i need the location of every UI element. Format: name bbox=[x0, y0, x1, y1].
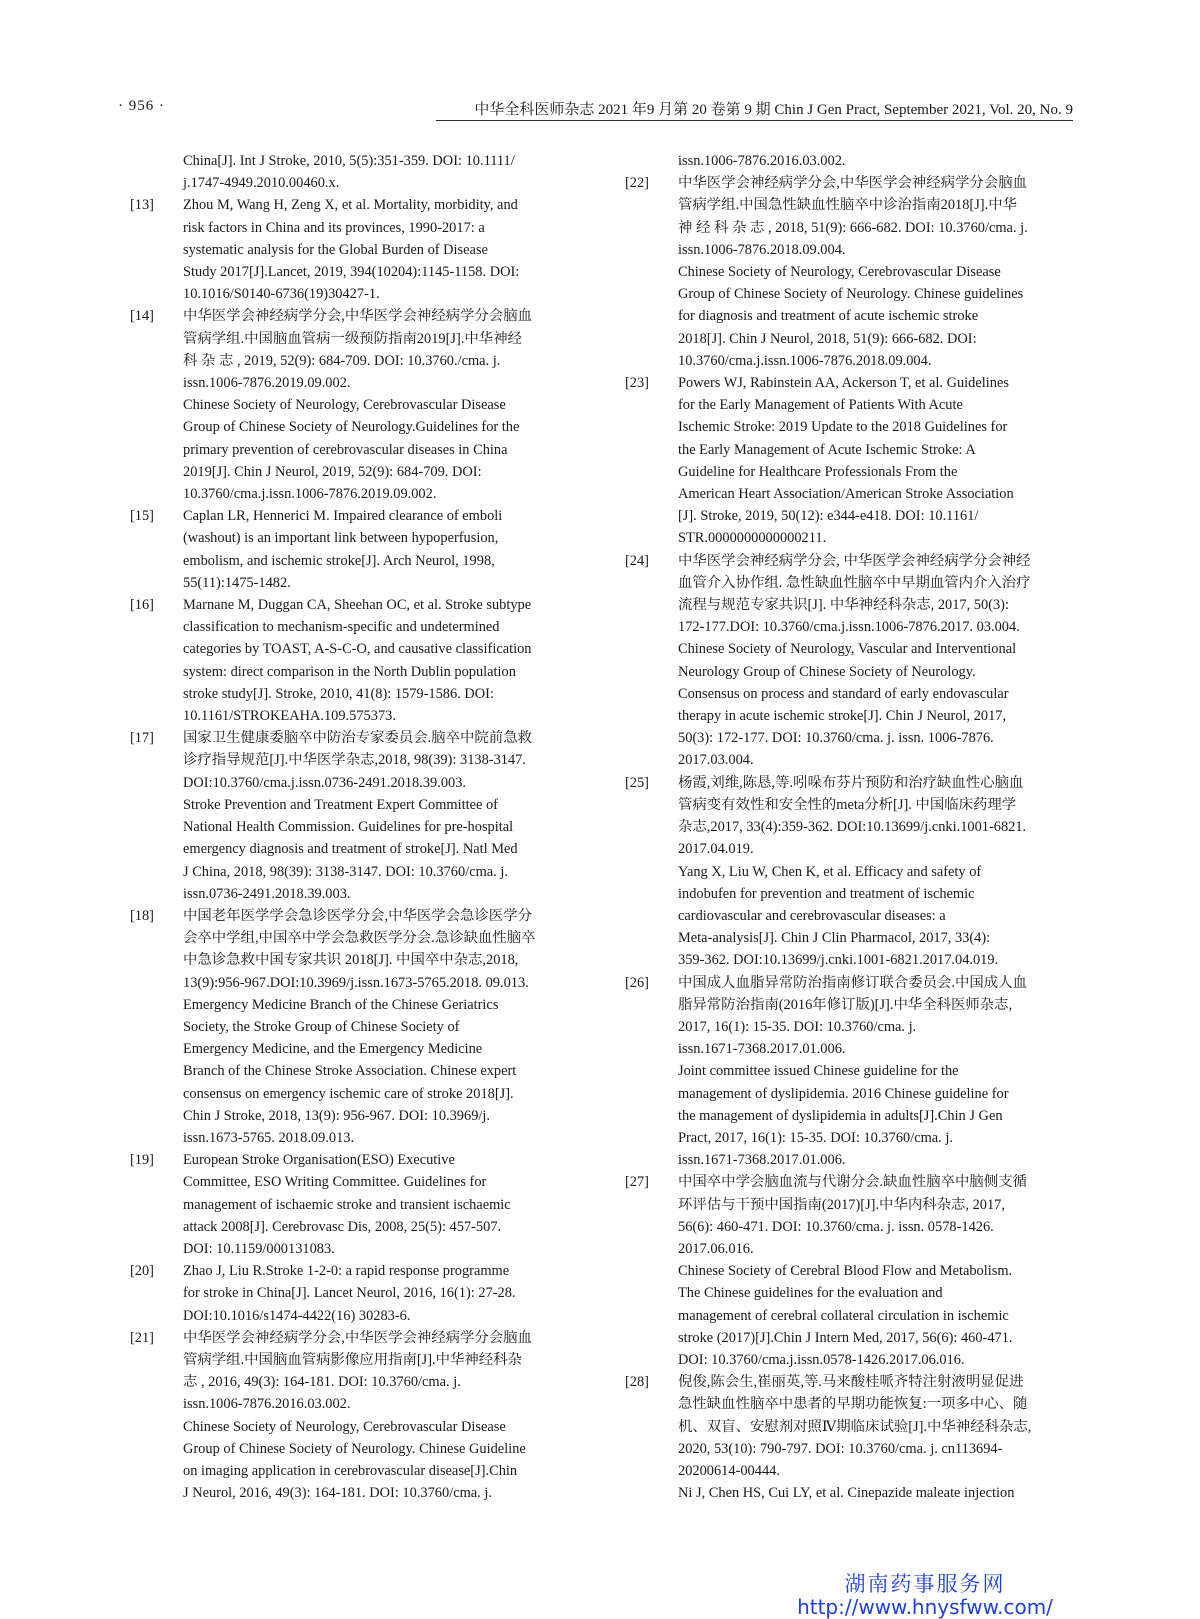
reference-text-line: Chinese Society of Cerebral Blood Flow and Metabolism. bbox=[678, 1263, 1013, 1280]
reference-entry bbox=[130, 505, 575, 594]
reference-number: [28] bbox=[625, 1374, 649, 1391]
reference-text-line: 志 , 2016, 49(3): 164-181. DOI: 10.3760/cma. j. bbox=[183, 1374, 461, 1391]
reference-entry bbox=[130, 1149, 575, 1260]
reference-text-line: attack 2008[J]. Cerebrovasc Dis, 2008, 25(5): 457-507. bbox=[183, 1218, 502, 1235]
reference-text-line: Society, the Stroke Group of Chinese Society of bbox=[183, 1018, 460, 1035]
reference-text-line: (washout) is an important link between hypoperfusion, bbox=[183, 530, 499, 547]
reference-text-line: Chinese Society of Neurology, Vascular and Interventional bbox=[678, 641, 1017, 658]
reference-entry bbox=[130, 594, 575, 727]
reference-text-line: 脂异常防治指南(2016年修订版)[J].中华全科医师杂志, bbox=[678, 996, 1013, 1013]
reference-text-line: Neurology Group of Chinese Society of Neurology. bbox=[678, 663, 976, 680]
reference-text-line: Chinese Society of Neurology, Cerebrovascular Disease bbox=[183, 397, 506, 414]
reference-text-line: issn.1006-7876.2018.09.004. bbox=[678, 241, 846, 258]
reference-text-line: consensus on emergency ischemic care of stroke 2018[J]. bbox=[183, 1085, 514, 1102]
reference-text-line: 中急诊急救中国专家共识 2018[J]. 中国卒中杂志,2018, bbox=[183, 952, 519, 969]
reference-text-line: [J]. Stroke, 2019, 50(12): e344-e418. DOI: 10.1161/ bbox=[678, 508, 979, 525]
reference-text-line: issn.1673-5765. 2018.09.013. bbox=[183, 1129, 355, 1146]
reference-text-line: 机、双盲、安慰剂对照Ⅳ期临床试验[J].中华神经科杂志, bbox=[678, 1418, 1032, 1435]
journal-citation: 中华全科医师杂志 2021 年9 月第 20 卷第 9 期 Chin J Gen Pract, September 2021, Vol. 20, No. 9 bbox=[474, 102, 1073, 118]
reference-entry bbox=[625, 1371, 1073, 1504]
reference-number: [21] bbox=[130, 1329, 154, 1346]
reference-number: [14] bbox=[130, 308, 154, 325]
reference-text-line: 流程与规范专家共识[J]. 中华神经科杂志, 2017, 50(3): bbox=[678, 597, 1009, 614]
reference-number: [19] bbox=[130, 1152, 154, 1169]
reference-text-line: cardiovascular and cerebrovascular diseases: a bbox=[678, 907, 946, 924]
reference-text-line: 2017, 16(1): 15-35. DOI: 10.3760/cma. j. bbox=[678, 1018, 917, 1035]
reference-text-line: National Health Commission. Guidelines for pre-hospital bbox=[183, 819, 514, 836]
reference-text-line: Chin J Stroke, 2018, 13(9): 956-967. DOI: 10.3969/j. bbox=[183, 1107, 490, 1124]
reference-text-line: system: direct comparison in the North Dublin population bbox=[183, 663, 516, 680]
reference-text-line: issn.1671-7368.2017.01.006. bbox=[678, 1152, 846, 1169]
reference-entry bbox=[130, 1260, 575, 1327]
reference-text-line: j.1747-4949.2010.00460.x. bbox=[183, 175, 340, 192]
reference-text-line: 管病学组.中国急性缺血性脑卒中诊治指南2018[J].中华 bbox=[678, 197, 1017, 214]
reference-text-line: Joint committee issued Chinese guideline for the bbox=[678, 1063, 959, 1080]
reference-entry bbox=[625, 972, 1073, 1172]
reference-text-line: 血管介入协作组. 急性缺血性脑卒中早期血管内介入治疗 bbox=[678, 574, 1031, 591]
reference-text-line: The Chinese guidelines for the evaluation and bbox=[678, 1285, 943, 1302]
reference-entry bbox=[625, 150, 1073, 172]
reference-text-line: 10.1016/S0140-6736(19)30427-1. bbox=[183, 286, 380, 303]
reference-text-line: 管病学组.中国脑血管病影像应用指南[J].中华神经科杂 bbox=[183, 1351, 522, 1368]
reference-text-line: the management of dyslipidemia in adults[J].Chin J Gen bbox=[678, 1107, 1003, 1124]
reference-text-line: 中国成人血脂异常防治指南修订联合委员会.中国成人血 bbox=[678, 974, 1027, 991]
reference-text-line: Group of Chinese Society of Neurology.Guidelines for the bbox=[183, 419, 520, 436]
reference-text-line: Caplan LR, Hennerici M. Impaired clearance of emboli bbox=[183, 508, 503, 525]
reference-text-line: 56(6): 460-471. DOI: 10.3760/cma. j. issn. 0578-1426. bbox=[678, 1218, 994, 1235]
reference-text-line: Stroke Prevention and Treatment Expert Committee of bbox=[183, 796, 498, 813]
reference-text-line: stroke study[J]. Stroke, 2010, 41(8): 1579-1586. DOI: bbox=[183, 685, 494, 702]
reference-text-line: 50(3): 172-177. DOI: 10.3760/cma. j. issn. 1006-7876. bbox=[678, 730, 994, 747]
reference-text-line: 环评估与干预中国指南(2017)[J].中华内科杂志, 2017, bbox=[678, 1196, 1005, 1213]
reference-text-line: Zhou M, Wang H, Zeng X, et al. Mortality, morbidity, and bbox=[183, 197, 518, 214]
reference-text-line: 2017.06.016. bbox=[678, 1240, 754, 1257]
reference-text-line: J China, 2018, 98(39): 3138-3147. DOI: 10.3760/cma. j. bbox=[183, 863, 508, 880]
reference-entry bbox=[625, 1171, 1073, 1371]
reference-text-line: Powers WJ, Rabinstein AA, Ackerson T, et al. Guidelines bbox=[678, 375, 1009, 392]
reference-text-line: therapy in acute ischemic stroke[J]. Chin J Neurol, 2017, bbox=[678, 708, 1007, 725]
reference-text-line: China[J]. Int J Stroke, 2010, 5(5):351-359. DOI: 10.1111/ bbox=[183, 153, 515, 169]
reference-text-line: for stroke in China[J]. Lancet Neurol, 2016, 16(1): 27-28. bbox=[183, 1285, 516, 1302]
reference-text-line: J Neurol, 2016, 49(3): 164-181. DOI: 10.3760/cma. j. bbox=[183, 1485, 492, 1502]
reference-text-line: 诊疗指导规范[J].中华医学杂志,2018, 98(39): 3138-3147. bbox=[183, 752, 526, 769]
reference-entry bbox=[625, 372, 1073, 550]
reference-entry bbox=[625, 172, 1073, 372]
reference-text-line: 中华医学会神经病学分会,中华医学会神经病学分会脑血 bbox=[678, 175, 1027, 192]
site-watermark bbox=[795, 1572, 1055, 1618]
reference-text-line: 2017.03.004. bbox=[678, 752, 754, 769]
reference-text-line: 10.1161/STROKEAHA.109.575373. bbox=[183, 708, 396, 725]
reference-text-line: stroke (2017)[J].Chin J Intern Med, 2017, 56(6): 460-471. bbox=[678, 1329, 1013, 1346]
reference-number: [24] bbox=[625, 552, 649, 569]
reference-text-line: 20200614-00444. bbox=[678, 1462, 780, 1479]
reference-entry bbox=[130, 305, 575, 505]
reference-text-line: issn.1006-7876.2016.03.002. bbox=[678, 153, 846, 169]
reference-text-line: Study 2017[J].Lancet, 2019, 394(10204):1145-1158. DOI: bbox=[183, 264, 520, 281]
header-rule bbox=[436, 120, 1073, 121]
reference-text-line: management of ischaemic stroke and transient ischaemic bbox=[183, 1196, 511, 1213]
reference-text-line: management of dyslipidemia. 2016 Chinese guideline for bbox=[678, 1085, 1009, 1102]
page-number: · 956 · bbox=[118, 98, 165, 114]
reference-text-line: Chinese Society of Neurology, Cerebrovascular Disease bbox=[183, 1418, 506, 1435]
reference-entry bbox=[130, 1327, 575, 1505]
reference-number: [18] bbox=[130, 907, 154, 924]
reference-text-line: issn.0736-2491.2018.39.003. bbox=[183, 885, 351, 902]
reference-entry bbox=[130, 194, 575, 305]
reference-text-line: categories by TOAST, A-S-C-O, and causative classification bbox=[183, 641, 532, 658]
reference-number: [25] bbox=[625, 774, 649, 791]
reference-text-line: 国家卫生健康委脑卒中防治专家委员会.脑卒中院前急救 bbox=[183, 730, 532, 747]
reference-text-line: Chinese Society of Neurology, Cerebrovascular Disease bbox=[678, 264, 1001, 281]
running-header bbox=[118, 96, 1073, 120]
reference-entry bbox=[625, 550, 1073, 772]
reference-text-line: Zhao J, Liu R.Stroke 1-2-0: a rapid response programme bbox=[183, 1263, 510, 1280]
reference-text-line: STR.0000000000000211. bbox=[678, 530, 827, 547]
reference-text-line: DOI: 10.1159/000131083. bbox=[183, 1240, 335, 1257]
reference-text-line: European Stroke Organisation(ESO) Executive bbox=[183, 1152, 455, 1169]
reference-text-line: 10.3760/cma.j.issn.1006-7876.2019.09.002. bbox=[183, 486, 437, 503]
reference-entry bbox=[130, 905, 575, 1149]
reference-text-line: 中华医学会神经病学分会,中华医学会神经病学分会脑血 bbox=[183, 308, 532, 325]
reference-text-line: for diagnosis and treatment of acute ischemic stroke bbox=[678, 308, 979, 325]
reference-text-line: Consensus on process and standard of early endovascular bbox=[678, 685, 1009, 702]
reference-text-line: management of cerebral collateral circulation in ischemic bbox=[678, 1307, 1009, 1324]
reference-text-line: classification to mechanism-specific and undetermined bbox=[183, 619, 500, 636]
reference-text-line: 中华医学会神经病学分会,中华医学会神经病学分会脑血 bbox=[183, 1329, 532, 1346]
reference-text-line: 10.3760/cma.j.issn.1006-7876.2018.09.004. bbox=[678, 352, 932, 369]
reference-text-line: DOI: 10.3760/cma.j.issn.0578-1426.2017.06.016. bbox=[678, 1351, 965, 1368]
reference-text-line: DOI:10.3760/cma.j.issn.0736-2491.2018.39.003. bbox=[183, 774, 466, 791]
reference-number: [15] bbox=[130, 508, 154, 525]
reference-number: [22] bbox=[625, 175, 649, 192]
reference-text-line: Yang X, Liu W, Chen K, et al. Efficacy and safety of bbox=[678, 863, 982, 880]
reference-text-line: Branch of the Chinese Stroke Association. Chinese expert bbox=[183, 1063, 517, 1080]
reference-text-line: emergency diagnosis and treatment of stroke[J]. Natl Med bbox=[183, 841, 518, 858]
reference-text-line: 倪俊,陈会生,崔丽英,等.马来酸桂哌齐特注射液明显促进 bbox=[678, 1374, 1024, 1391]
reference-text-line: indobufen for prevention and treatment of ischemic bbox=[678, 885, 975, 902]
reference-text-line: 359-362. DOI:10.13699/j.cnki.1001-6821.2017.04.019. bbox=[678, 952, 999, 969]
reference-number: [17] bbox=[130, 730, 154, 747]
reference-text-line: primary prevention of cerebrovascular diseases in China bbox=[183, 441, 508, 458]
reference-text-line: Committee, ESO Writing Committee. Guidelines for bbox=[183, 1174, 487, 1191]
reference-entry bbox=[130, 727, 575, 905]
reference-text-line: Pract, 2017, 16(1): 15-35. DOI: 10.3760/cma. j. bbox=[678, 1129, 953, 1146]
reference-text-line: for the Early Management of Patients With Acute bbox=[678, 397, 963, 414]
reference-number: [23] bbox=[625, 375, 649, 392]
reference-text-line: 急性缺血性脑卒中患者的早期功能恢复:一项多中心、随 bbox=[678, 1396, 1028, 1413]
reference-text-line: Emergency Medicine, and the Emergency Medicine bbox=[183, 1041, 483, 1058]
reference-text-line: Group of Chinese Society of Neurology. Chinese Guideline bbox=[183, 1440, 526, 1457]
reference-text-line: Ischemic Stroke: 2019 Update to the 2018 Guidelines for bbox=[678, 419, 1008, 436]
reference-number: [27] bbox=[625, 1174, 649, 1191]
reference-text-line: the Early Management of Acute Ischemic Stroke: A bbox=[678, 441, 976, 458]
reference-text-line: systematic analysis for the Global Burden of Disease bbox=[183, 241, 488, 258]
reference-entry bbox=[625, 772, 1073, 972]
reference-entry bbox=[130, 150, 575, 194]
reference-number: [26] bbox=[625, 974, 649, 991]
reference-text-line: American Heart Association/American Stroke Association bbox=[678, 486, 1014, 503]
reference-number: [13] bbox=[130, 197, 154, 214]
reference-text-line: 2019[J]. Chin J Neurol, 2019, 52(9): 684-709. DOI: bbox=[183, 463, 482, 480]
left-reference-column bbox=[130, 150, 575, 1504]
reference-text-line: risk factors in China and its provinces, 1990-2017: a bbox=[183, 219, 485, 236]
reference-text-line: Ni J, Chen HS, Cui LY, et al. Cinepazide maleate injection bbox=[678, 1485, 1015, 1502]
reference-text-line: 2020, 53(10): 790-797. DOI: 10.3760/cma. j. cn113694- bbox=[678, 1440, 1003, 1457]
reference-text-line: 神 经 科 杂 志 , 2018, 51(9): 666-682. DOI: 10.3760/cma. j. bbox=[678, 219, 1028, 236]
reference-text-line: 2017.04.019. bbox=[678, 841, 754, 858]
reference-text-line: 中国卒中学会脑血流与代谢分会.缺血性脑卒中脑侧支循 bbox=[678, 1174, 1027, 1191]
reference-text-line: on imaging application in cerebrovascular disease[J].Chin bbox=[183, 1462, 518, 1479]
reference-text-line: Marnane M, Duggan CA, Sheehan OC, et al. Stroke subtype bbox=[183, 597, 532, 614]
reference-text-line: Meta-analysis[J]. Chin J Clin Pharmacol, 2017, 33(4): bbox=[678, 930, 991, 947]
reference-text-line: 中国老年医学学会急诊医学分会,中华医学会急诊医学分 bbox=[183, 907, 532, 924]
reference-text-line: DOI:10.1016/s1474-4422(16) 30283-6. bbox=[183, 1307, 411, 1324]
watermark-site-name: 湖南药事服务网 bbox=[844, 1572, 1006, 1596]
reference-text-line: 科 杂 志 , 2019, 52(9): 684-709. DOI: 10.3760./cma. j. bbox=[183, 352, 501, 369]
reference-text-line: 杂志,2017, 33(4):359-362. DOI:10.13699/j.cnki.1001-6821. bbox=[678, 819, 1027, 836]
reference-text-line: issn.1006-7876.2016.03.002. bbox=[183, 1396, 351, 1413]
reference-text-line: 55(11):1475-1482. bbox=[183, 574, 291, 591]
reference-text-line: 管病变有效性和安全性的meta分析[J]. 中国临床药理学 bbox=[678, 796, 1017, 813]
reference-text-line: 管病学组.中国脑血管病一级预防指南2019[J].中华神经 bbox=[183, 330, 522, 347]
reference-text-line: 172-177.DOI: 10.3760/cma.j.issn.1006-7876.2017. 03.004. bbox=[678, 619, 1020, 636]
reference-number: [20] bbox=[130, 1263, 154, 1280]
reference-text-line: Group of Chinese Society of Neurology. Chinese guidelines bbox=[678, 286, 1024, 303]
reference-text-line: 13(9):956-967.DOI:10.3969/j.issn.1673-5765.2018. 09.013. bbox=[183, 974, 529, 991]
reference-number: [16] bbox=[130, 597, 154, 614]
reference-text-line: issn.1671-7368.2017.01.006. bbox=[678, 1041, 846, 1058]
reference-text-line: issn.1006-7876.2019.09.002. bbox=[183, 375, 351, 392]
reference-text-line: Guideline for Healthcare Professionals From the bbox=[678, 463, 958, 480]
reference-text-line: embolism, and ischemic stroke[J]. Arch Neurol, 1998, bbox=[183, 552, 495, 569]
watermark-url: http://www.hnysfww.com/ bbox=[797, 1595, 1053, 1619]
right-reference-column bbox=[625, 150, 1073, 1504]
reference-text-line: 会卒中学组,中国卒中学会急救医学分会.急诊缺血性脑卒 bbox=[183, 930, 536, 947]
reference-text-line: Emergency Medicine Branch of the Chinese Geriatrics bbox=[183, 996, 499, 1013]
reference-text-line: 2018[J]. Chin J Neurol, 2018, 51(9): 666-682. DOI: bbox=[678, 330, 977, 347]
reference-text-line: 杨霞,刘维,陈恳,等.吲哚布芬片预防和治疗缺血性心脑血 bbox=[678, 774, 1024, 791]
reference-text-line: 中华医学会神经病学分会, 中华医学会神经病学分会神经 bbox=[678, 552, 1031, 569]
